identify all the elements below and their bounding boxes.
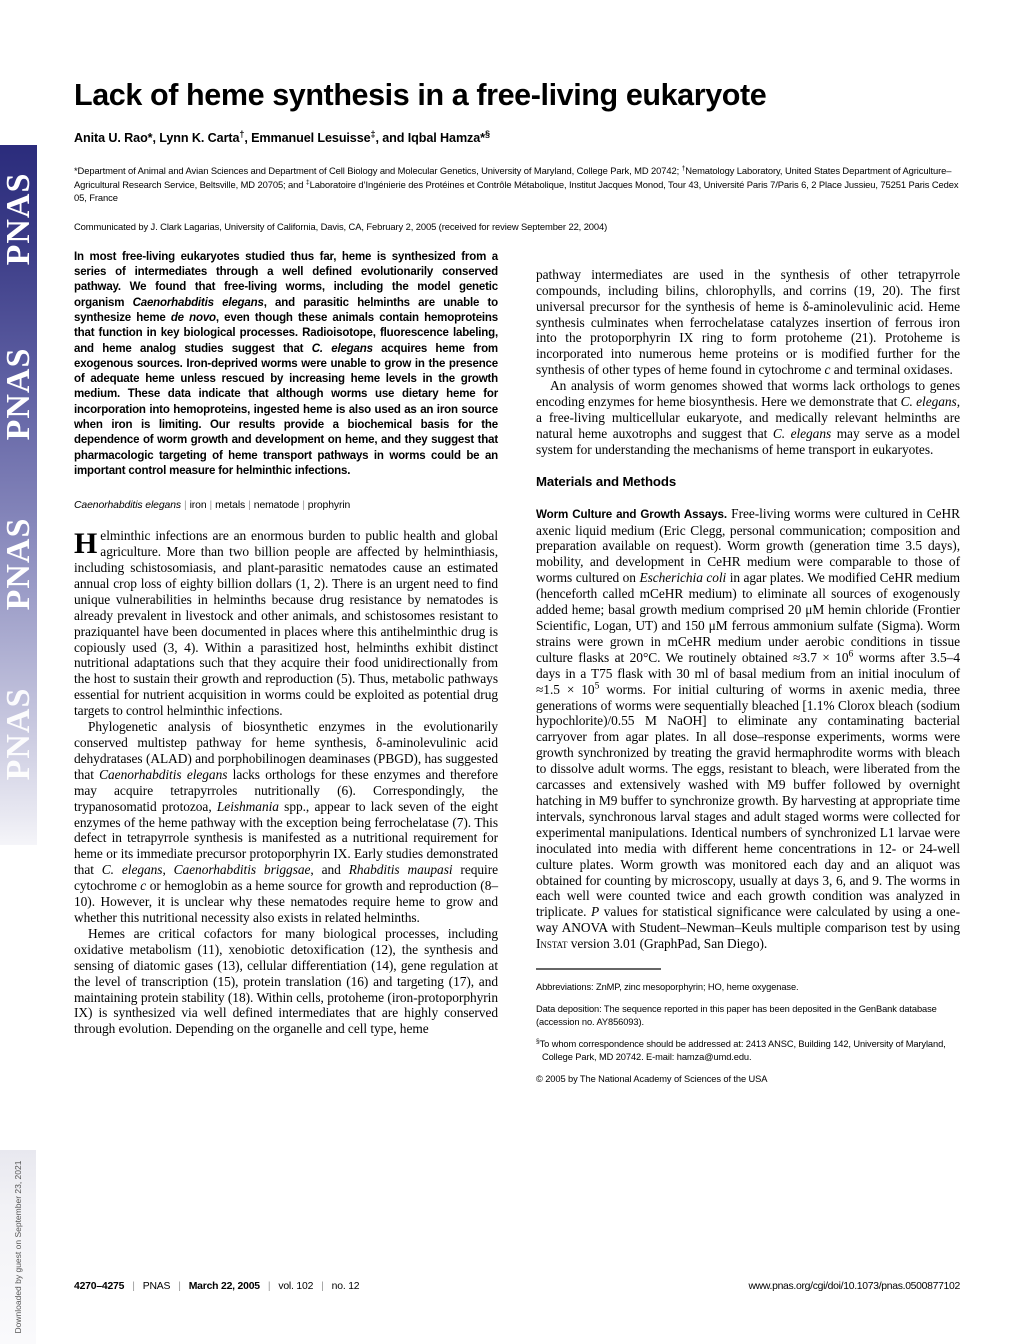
article-page — [74, 0, 960, 1344]
two-column-body — [74, 250, 960, 1095]
keyword-item: metals — [215, 500, 246, 512]
pnas-watermark-text: PNAS — [0, 347, 37, 441]
communicated-by-line: Communicated by J. Clark Lagarias, University of California, Davis, CA, February 2, 2005 (received for review September 22, 2004) — [74, 220, 608, 232]
footnote-abbreviations: Abbreviations: ZnMP, zinc mesoporphyrin; HO, heme oxygenase. — [536, 981, 799, 992]
footer-volume: vol. 102 — [278, 1281, 314, 1292]
footnote-divider — [536, 968, 661, 970]
download-stamp-text: Downloaded by guest on September 23, 2021 — [13, 1160, 23, 1334]
footer-publication-date: March 22, 2005 — [188, 1281, 260, 1292]
keyword-item: prophyrin — [307, 500, 351, 512]
footnote-data-deposition: Data deposition: The sequence reported in this paper has been deposited in the GenBank database (accession no. AY856093). — [536, 1003, 937, 1027]
keywords-line — [74, 500, 498, 511]
subsection-run-in-heading: Worm Culture and Growth Assays. — [536, 507, 728, 521]
footer-page-range: 4270–4275 — [74, 1281, 125, 1292]
intro-paragraph-5: An analysis of worm genomes showed that worms lack orthologs to genes encoding enzymes for heme biosynthesis. Here we demonstrate that C. elegans, a free-living multicellular eukaryote, and medically relevant helminths are natural heme auxotrophs and suggest that C. elegans may serve as a model system for understanding the mechanisms of heme transport in eukaryotes. — [536, 378, 961, 457]
footnote-copyright: © 2005 by The National Academy of Sciences of the USA — [536, 1073, 768, 1084]
keyword-separator: | — [248, 500, 251, 512]
pnas-watermark-text: PNAS — [0, 517, 37, 611]
paragraph-text: Free-living worms were cultured in CeHR axenic liquid medium (Eric Clegg, personal communication; composition and preparation available on request). Worm growth (generation time 3.5 days), mobility, and development in CeHR medium were comparable to those of worms cultured on Escherichia coli in agar plates. We modified CeHR medium (henceforth called mCeHR medium) to eliminate all sources of exogenously added heme; basal growth medium comprised 20 μM hemin chloride (Frontier Scientific, Logan, UT) and 150 μM ferrous ammonium sulfate (Sigma). Worm strains were grown in mCeHR medium under aerobic conditions in tissue culture flasks at 20°C. We routinely obtained $\approx 3.7 \times 10^6$ worms after 3.5–4 days in a T75 flask with 30 ml of basal medium from an initial inoculum of $\approx 1.5 \times 10^5$ worms. For initial culturing of worms in axenic media, three generations of worms were sequentially bleached [1.1% Clorox bleach (sodium hypochlorite)/0.55 M NaOH] to eliminate any contaminating bacterial carryover from agar plates. In all dose–response experiments, worms were growth synchronized by treating the gravid hermaphrodite worms with bleach to dissolve adult worms. The eggs, resistant to bleach, were liberated from the carcasses and extensively washed with M9 buffer followed by overnight hatching in M9 buffer to synchronize growth. By harvesting at appropriate time intervals, synchronous larval stages and adult staged worms were collected for experimental manipulations. Identical numbers of synchronized L1 larvae were inoculated into media with different heme concentrations in 12- or 24-well culture plates. Worm growth was monitored each day and an aliquot was obtained for counting by microscopy, usually at days 3, 6, and 9. The worms in each well were counted twice and each growth condition was analyzed in triplicate. P values for statistical significance were calculated by using a one-way ANOVA with Student–Newman–Keuls multiple comparison test by using Instat version 3.01 (GraphPad, San Diego). — [536, 505, 960, 952]
intro-paragraph-1 — [74, 528, 498, 719]
footer-citation — [74, 1281, 359, 1292]
methods-paragraph-worm-culture — [536, 506, 960, 952]
intro-paragraph-2: Phylogenetic analysis of biosynthetic enzymes in the evolutionarily conserved multistep pathway for heme synthesis, δ-aminolevulinic acid dehydratases (ALAD) and porphobilinogen deaminases (PBGD), has suggested that Caenorhabditis elegans lacks orthologs for these enzymes and therefore may acquire tetrapyrroles nutritionally (6). Correspondingly, the trypanosomatid protozoa, Leishmania spp., appear to lack seven of the eight enzymes of the heme pathway with the exception being ferrochelatase (7). This defect in tetrapyrrole synthesis is manifested as a nutritional requirement for heme or its immediate precursor protoporphyrin IX. Early studies demonstrated that C. elegans, Caenorhabditis briggsae, and Rhabditis maupasi require cytochrome c or hemoglobin as a heme source for growth and reproduction (8–10). However, it is unclear why these nematodes require heme to grow and whether this nutritional necessity also exists in related helminths. — [74, 719, 499, 925]
intro-paragraph-4: pathway intermediates are used in the synthesis of other tetrapyrrole compounds, including bilins, chlorophylls, and corrins (19, 20). The first universal precursor for the synthesis of heme is δ-aminolevulinic acid. Heme synthesis culminates when ferrochelatase catalyzes insertion of ferrous iron into the protoporphyrin IX ring to form protoheme (21). Protoheme is incorporated into numerous heme proteins or is modified further for the synthesis of other types of heme found in cytochrome c and terminal oxidases. — [536, 266, 960, 378]
page-footer — [74, 1281, 960, 1292]
footer-separator: | — [178, 1281, 181, 1292]
left-column — [74, 250, 498, 1095]
pnas-watermark-text: PNAS — [0, 172, 37, 266]
keyword-separator: | — [302, 500, 305, 512]
keyword-item: iron — [189, 500, 207, 512]
intro-paragraph-3: Hemes are critical cofactors for many biological processes, including oxidative metabolism (11), xenobiotic detoxification (12), the synthesis and sensing of diatomic gases (13), cellular differentiation (14), gene regulation at the level of transcription (15), protein translation (16) and targeting (17), and maintaining protein stability (18). Within cells, protoheme (iron-protoporphyrin IX) is synthesized via well defined intermediates that are highly conserved through evolution. Depending on the organelle and cell type, heme — [74, 925, 498, 1037]
drop-cap: H — [74, 527, 98, 561]
keyword-separator: | — [209, 500, 213, 512]
footnotes-block — [536, 968, 960, 1086]
author-list: Anita U. Rao*, Lynn K. Carta†, Emmanuel Lesuisse‡, and Iqbal Hamza*§ — [74, 128, 490, 145]
footer-journal-name: PNAS — [142, 1281, 171, 1292]
page-title: Lack of heme synthesis in a free-living eukaryote — [74, 78, 767, 112]
footer-separator: | — [132, 1281, 135, 1292]
footer-issue: no. 12 — [331, 1281, 360, 1292]
pnas-watermark-strip — [0, 145, 37, 845]
right-column — [536, 250, 960, 1095]
footer-separator: | — [321, 1281, 324, 1292]
footer-doi-url: www.pnas.org/cgi/doi/10.1073/pnas.0500877102 — [748, 1281, 960, 1292]
abstract: In most free-living eukaryotes studied thus far, heme is synthesized from a series of intermediates through a well defined evolutionarily conserved pathway. We found that free-living worms, including the model genetic organism Caenorhabditis elegans, and parasitic helminths are unable to synthesize heme de novo, even though these animals contain hemoproteins that function in key biological processes. Radioisotope, fluorescence labeling, and heme analog studies suggest that C. elegans acquires heme from exogenous sources. Iron-deprived worms were unable to grow in the presence of adequate heme unless rescued by increasing heme levels in the growth medium. These data indicate that although worms use dietary heme for incorporation into hemoproteins, ingested heme is also used as an iron source when iron is limiting. Our results provide a biochemical basis for the dependence of worm growth and development on heme, and they suggest that pharmacologic targeting of heme transport pathways in worms could be an important control measure for helminthic infections. — [74, 250, 498, 477]
footnote-correspondence: §To whom correspondence should be addressed at: 2413 ANSC, Building 142, University of Maryland, College Park, MD 20742. E-mail: hamza@umd.edu. — [536, 1037, 946, 1062]
keyword-item: nematode — [253, 500, 300, 512]
paragraph-text: elminthic infections are an enormous burden to public health and global agriculture. More than two billion people are affected by helminthiasis, including schistosomiasis, and plant-parasitic nematodes cause an estimated annual crop loss of eighty billion dollars (1, 2). There is an urgent need to find unique vulnerabilities in helminths because drug resistance by nematodes is already prevalent in livestock and other animals, and schistosomes resistant to praziquantel have been documented in places where this antihelminthic drug is copiously used (3, 4). Within a parasitized host, helminths exhibit distinct nutritional adaptations such that they acquire their food unidirectionally from the host to sustain their growth and reproduction (5). Thus, metabolic pathways essential for nutrient acquisition in worms could be exploited as potential drug targets to control helminthic infections. — [74, 528, 498, 719]
keyword-item: Caenorhabditis elegans — [74, 500, 181, 512]
pnas-watermark-text: PNAS — [0, 687, 37, 781]
section-heading-materials-and-methods: Materials and Methods — [536, 473, 677, 489]
keyword-separator: | — [183, 500, 187, 512]
footer-separator: | — [267, 1281, 271, 1292]
affiliations: *Department of Animal and Avian Sciences and Department of Cell Biology and Molecular Genetics, University of Maryland, College Park, MD 20742; †Nematology Laboratory, United States Department of Agriculture–Agricultural Research Service, Beltsville, MD 20705; and ‡Laboratoire d’Ingénierie des Protéines et Contrôle Métabolique, Institut Jacques Monod, Tour 43, Université Paris 7/Paris 6, 2 Place Jussieu, 75251 Paris Cedex 05, France — [74, 164, 959, 204]
download-stamp — [0, 1150, 36, 1344]
